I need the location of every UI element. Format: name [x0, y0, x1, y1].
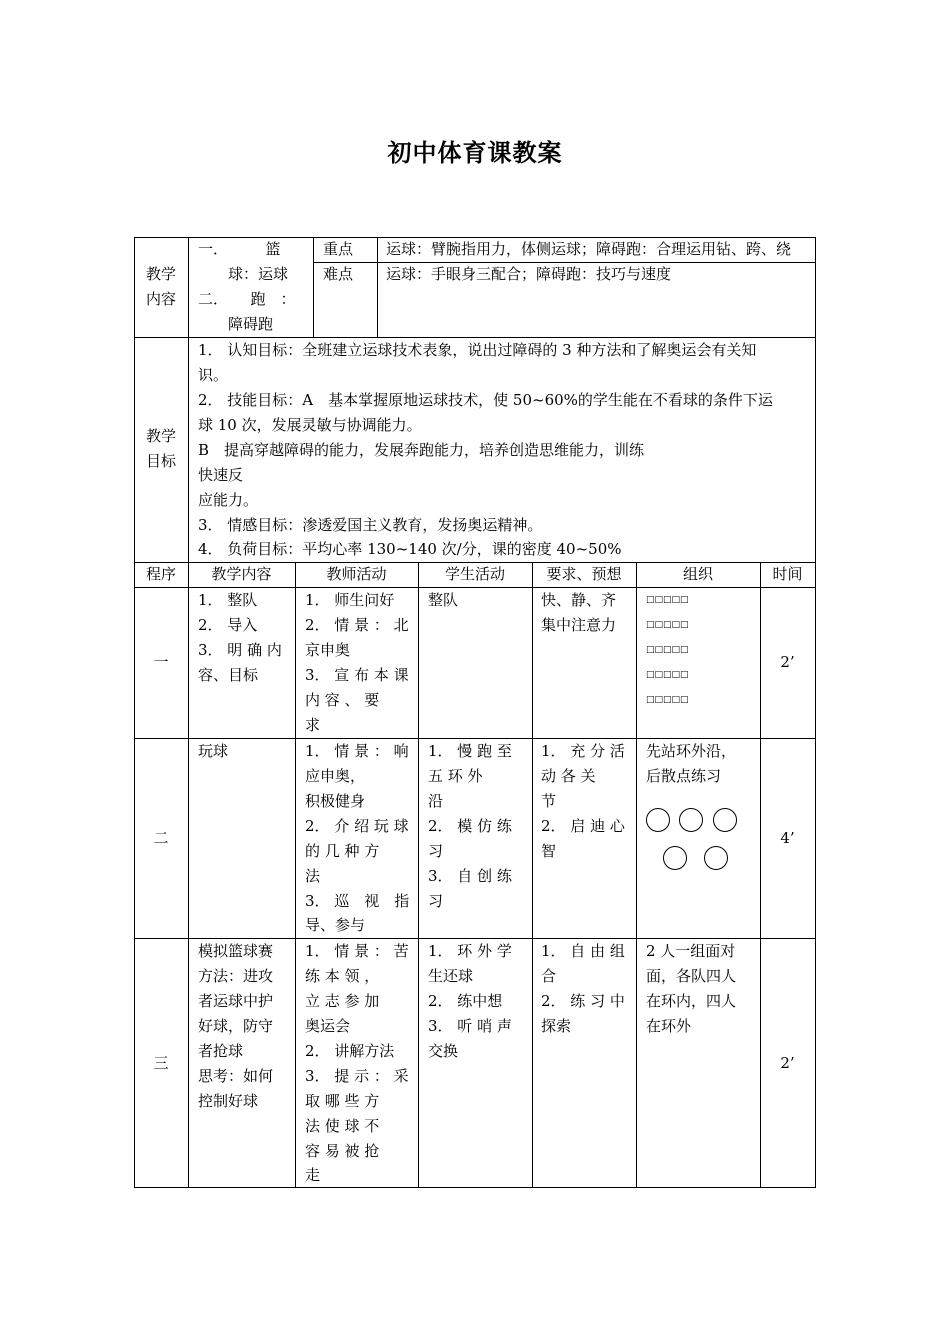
row-content-line: 容、目标: [198, 666, 259, 684]
row-require-line: 集中注意力: [541, 616, 617, 634]
row-require-line: 智: [541, 842, 557, 860]
row-require-line: 合: [541, 967, 557, 985]
row-student-line: 整队: [428, 591, 459, 609]
row-teacher-line: 积极健身: [305, 792, 366, 810]
row-student-line: 生还球: [428, 967, 474, 985]
row-teacher-line: 1． 情 景 ： 苦: [305, 942, 409, 960]
row-teacher-line: 1． 师生问好: [305, 591, 395, 609]
row-teacher-line: 1． 情 景 ： 响: [305, 742, 409, 760]
row-content-line: 模拟篮球赛: [198, 942, 274, 960]
goals-label-line2: 目标: [145, 452, 176, 470]
content-item: 球：运球: [198, 265, 289, 283]
row-content-line: 者抢球: [198, 1042, 244, 1060]
ring-circle: [646, 808, 670, 832]
key-point-label: 重点: [323, 240, 354, 258]
difficulty-label: 难点: [323, 265, 354, 283]
row-content-line: 玩球: [198, 742, 229, 760]
goal-line: 4． 负荷目标：平均心率 130~140 次/分，课的密度 40~50%: [198, 540, 622, 558]
content-item: 二． 跑 ：: [198, 290, 296, 308]
formation-row: □□□□□: [646, 695, 689, 705]
row-teacher-line: 奥运会: [305, 1017, 351, 1035]
row-require-line: 2． 启 迪 心: [541, 817, 625, 835]
row-content-line: 方法：进攻: [198, 967, 274, 985]
row-time: 2’: [780, 653, 795, 671]
header-organization: 组织: [682, 565, 713, 583]
row-teacher-line: 2． 讲解方法: [305, 1042, 395, 1060]
row-teacher-line: 2． 介 绍 玩 球: [305, 817, 409, 835]
row-require-line: 2． 练 习 中: [541, 992, 625, 1010]
row-teacher-line: 走: [305, 1166, 321, 1184]
row-teacher-line: 3． 宣 布 本 课: [305, 666, 409, 684]
ring-circle: [663, 846, 687, 870]
row-student-line: 交换: [428, 1042, 459, 1060]
row-teacher-line: 法: [305, 867, 321, 885]
row-student-line: 1． 慢 跑 至: [428, 742, 512, 760]
row-require-line: 1． 充 分 活: [541, 742, 625, 760]
ring-circle: [704, 846, 728, 870]
row-org-line: 在环外: [646, 1017, 692, 1035]
row-require-line: 快、静、齐: [541, 591, 617, 609]
ring-circle: [679, 808, 703, 832]
row-require-line: 1． 自 由 组: [541, 942, 625, 960]
row-teacher-line: 3． 巡 视 指: [305, 892, 410, 910]
row-teacher-line: 应申奥，: [305, 767, 366, 785]
row-require-line: 动 各 关: [541, 767, 596, 785]
goal-line: 识。: [198, 366, 229, 384]
header-time: 时间: [772, 565, 803, 583]
goal-line: 1． 认知目标：全班建立运球技术表象，说出过障碍的 3 种方法和了解奥运会有关知: [198, 341, 757, 359]
row-sequence: 二: [153, 829, 169, 847]
goal-line: 2． 技能目标：A 基本掌握原地运球技术，使 50~60%的学生能在不看球的条件下运: [198, 391, 773, 409]
page-title: 初中体育课教案: [387, 138, 563, 167]
row-teacher-line: 容 易 被 抢: [305, 1142, 380, 1160]
row-teacher-line: 的 几 种 方: [305, 842, 380, 860]
row-require-line: 探索: [541, 1017, 572, 1035]
content-item: 障碍跑: [198, 315, 274, 333]
content-label-line1: 教学: [145, 265, 176, 283]
row-student-line: 习: [428, 892, 444, 910]
row-content-line: 控制好球: [198, 1092, 259, 1110]
row-time: 2’: [780, 1054, 795, 1072]
row-org-line: 后散点练习: [646, 767, 722, 785]
row-student-line: 1． 环 外 学: [428, 942, 512, 960]
row-org-line: 先站环外沿，: [646, 742, 737, 760]
row-teacher-line: 立 志 参 加: [305, 992, 380, 1010]
row-content-line: 2． 导入: [198, 616, 258, 634]
row-content-line: 1． 整队: [198, 591, 258, 609]
row-content-line: 者运球中护: [198, 992, 274, 1010]
content-item: 一． 篮: [198, 240, 281, 258]
row-student-line: 习: [428, 842, 444, 860]
row-teacher-line: 导、参与: [305, 916, 366, 934]
content-label-line2: 内容: [145, 290, 176, 308]
row-content-line: 思考：如何: [198, 1067, 274, 1085]
row-time: 4’: [780, 829, 795, 847]
formation-row: □□□□□: [646, 620, 689, 630]
row-student-line: 2． 模 仿 练: [428, 817, 512, 835]
row-sequence: 一: [153, 653, 169, 671]
row-student-line: 3． 听 哨 声: [428, 1017, 512, 1035]
row-student-line: 五 环 外: [428, 767, 483, 785]
row-org-line: 在环内，四人: [646, 992, 737, 1010]
row-content-line: 3． 明 确 内: [198, 641, 282, 659]
row-teacher-line: 取 哪 些 方: [305, 1092, 380, 1110]
row-content-line: 好球，防守: [198, 1017, 274, 1035]
formation-row: □□□□□: [646, 645, 689, 655]
header-content: 教学内容: [211, 565, 272, 583]
row-require-line: 节: [541, 792, 557, 810]
header-student: 学生活动: [444, 565, 505, 583]
row-student-line: 沿: [428, 792, 444, 810]
row-teacher-line: 3． 提 示 ： 采: [305, 1067, 409, 1085]
formation-row: □□□□□: [646, 670, 689, 680]
goal-line: 球 10 次，发展灵敏与协调能力。: [198, 416, 422, 434]
row-student-line: 2． 练中想: [428, 992, 503, 1010]
header-requirement: 要求、预想: [546, 565, 622, 583]
header-teacher: 教师活动: [326, 565, 387, 583]
goal-line: B 提高穿越障碍的能力，发展奔跑能力，培养创造思维能力，训练: [198, 441, 645, 459]
row-teacher-line: 2． 情 景 ： 北: [305, 616, 409, 634]
ring-circle: [713, 808, 737, 832]
row-org-line: 面，各队四人: [646, 967, 737, 985]
row-student-line: 3． 自 创 练: [428, 867, 512, 885]
row-teacher-line: 练 本 领 ，: [305, 967, 380, 985]
row-teacher-line: 法 使 球 不: [305, 1117, 380, 1135]
difficulty-text: 运球：手眼身三配合；障碍跑：技巧与速度: [386, 265, 672, 283]
key-point-text: 运球：臂腕指用力，体侧运球；障碍跑：合理运用钻、跨、绕: [386, 240, 792, 258]
formation-row: □□□□□: [646, 595, 689, 605]
row-teacher-line: 求: [305, 716, 321, 734]
header-sequence: 程序: [145, 565, 176, 583]
row-teacher-line: 内 容 、 要: [305, 691, 380, 709]
goal-line: 应能力。: [198, 491, 259, 509]
goal-line: 快速反: [198, 466, 244, 484]
row-teacher-line: 京申奥: [305, 641, 351, 659]
row-sequence: 三: [153, 1054, 169, 1072]
goals-label-line1: 教学: [145, 427, 176, 445]
row-org-line: 2 人一组面对: [646, 942, 736, 960]
goal-line: 3． 情感目标：渗透爱国主义教育，发扬奥运精神。: [198, 516, 543, 534]
